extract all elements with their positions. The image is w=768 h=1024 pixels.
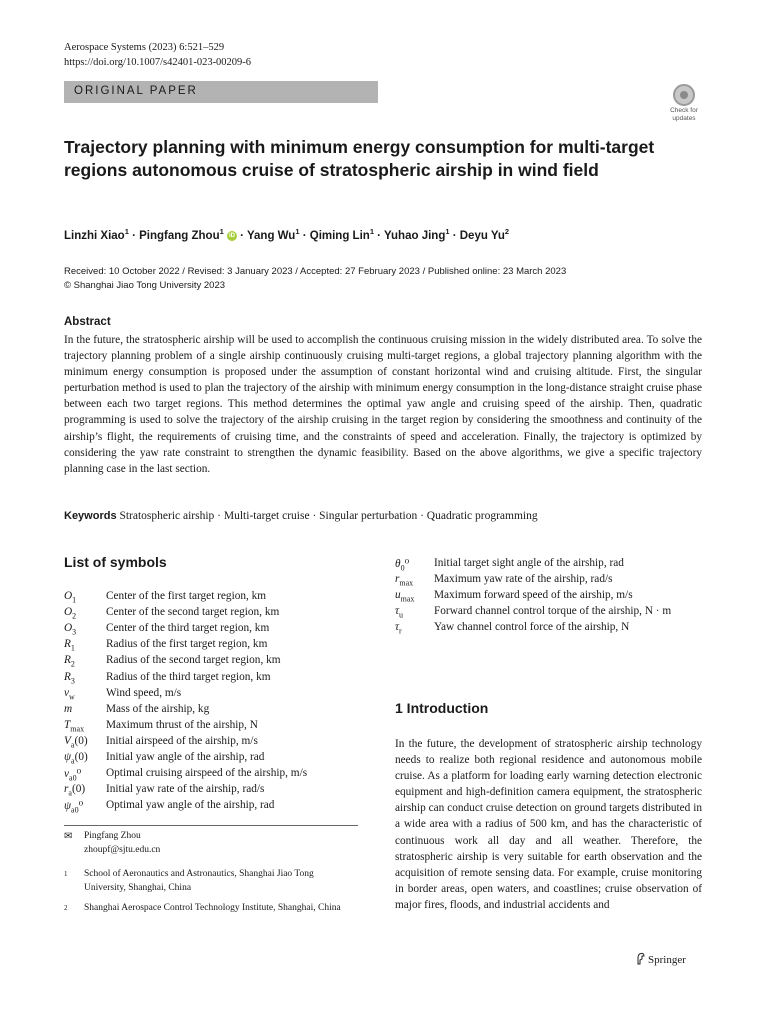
symbol: $O_2$ (64, 606, 77, 621)
author-separator: · (236, 229, 247, 242)
author-name[interactable]: Linzhi Xiao$^1$ (64, 227, 129, 242)
symbol-description: Mass of the airship, kg (106, 702, 210, 715)
check-updates-line1: Check for (670, 107, 698, 114)
author-name[interactable]: Yang Wu$^1$ (246, 227, 300, 242)
author-separator: · (449, 229, 460, 242)
symbol-description: Initial yaw rate of the airship, rad/s (106, 783, 265, 796)
symbol: $\tau_u$ (395, 605, 404, 620)
publisher-name: Springer (648, 954, 686, 966)
doi-link[interactable]: https://doi.org/10.1007/s42401-023-00209-6 (64, 57, 252, 68)
symbol: m (64, 702, 73, 715)
symbol-description: Wind speed, m/s (106, 686, 182, 699)
author-name[interactable]: Pingfang Zhou$^1$ (139, 227, 224, 242)
author-separator: · (128, 229, 140, 242)
symbol-description: Optimal cruising airspeed of the airship, m/s (106, 767, 308, 780)
symbol: $\psi_a(0)$ (64, 751, 88, 766)
orcid-icon[interactable]: iD (228, 232, 235, 239)
symbol-description: Center of the first target region, km (106, 590, 267, 602)
corresponding-email[interactable]: zhoupf@sjtu.edu.cn (84, 844, 161, 855)
author-affiliation: 1 (124, 227, 129, 236)
journal-citation: Aerospace Systems (2023) 6:521–529 (64, 42, 225, 53)
affiliation-text: School of Aeronautics and Astronautics, Shanghai Jiao Tong University, Shanghai, China (84, 869, 314, 893)
symbol: $R_3$ (64, 670, 75, 685)
envelope-icon: ✉ (64, 831, 73, 842)
author-name[interactable]: Deyu Yu$^2$ (459, 227, 510, 242)
author-affiliation: 1 (445, 227, 450, 236)
corresponding-name: Pingfang Zhou (84, 831, 141, 841)
symbol-description: Radius of the second target region, km (106, 654, 281, 667)
symbol: $T_{max}$ (64, 718, 85, 734)
history-dates: Received: 10 October 2022 / Revised: 3 January 2023 / Accepted: 27 February 2023 / Published online: 23 March 2023 (64, 266, 567, 277)
author-separator: · (373, 229, 384, 242)
symbol-description: Maximum forward speed of the airship, m/s (434, 589, 633, 602)
symbol: $R_1$ (64, 638, 75, 653)
symbol-description: Forward channel control torque of the airship, N · m (434, 605, 672, 618)
affiliation-number: 1 (64, 870, 68, 878)
footnote-divider (64, 825, 358, 826)
affiliation-2 (64, 902, 364, 932)
symbol: $V_a(0)$ (64, 734, 88, 750)
check-for-updates-badge[interactable] (664, 84, 704, 124)
author-separator: · (299, 229, 310, 242)
author-name[interactable]: Yuhao Jing$^1$ (384, 227, 450, 242)
symbol: $O_1$ (64, 590, 77, 605)
symbol: $O_3$ (64, 622, 77, 637)
symbol-description: Optimal yaw angle of the airship, rad (106, 799, 275, 812)
symbol-description: Maximum thrust of the airship, N (106, 718, 258, 731)
symbol: $r_a(0)$ (64, 783, 86, 798)
introduction-heading: 1 Introduction (395, 700, 489, 716)
keywords (64, 510, 704, 522)
publisher-logo (636, 952, 686, 966)
check-updates-icon (673, 84, 695, 106)
author-affiliation: 1 (369, 227, 374, 236)
symbol-description: Center of the third target region, km (106, 622, 270, 635)
springer-horse-icon (636, 952, 645, 965)
symbols-heading: List of symbols (64, 554, 167, 570)
author-affiliation: 2 (504, 227, 510, 236)
introduction-text: In the future, the development of stratospheric airship technology needs to realize both regional residence and autonomous mobile cruise. As a platform for loading early warning detection electronic equipment and high-definition camera equipment, the stratospheric airship can conduct cruise detection on ground targets distributed in a wide area with a radius of 500 km, and has the characteristic of continuous work all day and all weather. Therefore, the stratospheric airship is very suitable for earth observation and the acquisition of remote sensing data. For example, cruise monitoring in border areas, open waters, and coastlines; cruise observation of major fires, floods, and industrial accidents and (395, 738, 702, 911)
affiliation-text: Shanghai Aerospace Control Technology Institute, Shanghai, China (84, 903, 341, 913)
symbol: $v_{a0}^0$ (64, 768, 82, 783)
abstract-text: In the future, the stratospheric airship will be used to accomplish the continuous cruising mission in the widely distributed area. To solve the trajectory planning problem of a single airship continuously cruising multi-target regions, a global trajectory planning algorithm with the minimum energy consumption is proposed under the assumption of constant horizontal wind and cruising altitude. First, the singular perturbation method is used to plan the trajectory of the airship with minimum energy consumption in the long-distance straight cruise phase between each two target regions. This method determines the optimal yaw angle and cruising speed of the airship. Then, quadratic programming is used to solve the trajectory of the airship cruising in the target region by considering the smoothness and continuity of the airship’s flight, the requirements of cruising time, and the constraints of speed and acceleration. Finally, the trajectory is optimized by considering the yaw rate constraint to strengthen the dynamic feasibility. Based on the above algorithms, we give a specific trajectory planning case in the last section. (64, 334, 702, 475)
check-updates-line2: updates (672, 115, 696, 122)
corresponding-author (64, 830, 364, 860)
keywords-label: Keywords (64, 510, 117, 522)
symbol: $v_w$ (64, 686, 75, 701)
symbol: $\tau_r$ (395, 621, 402, 636)
symbol-description: Maximum yaw rate of the airship, rad/s (434, 573, 613, 586)
author-name[interactable]: Qiming Lin$^1$ (309, 227, 374, 242)
symbol-description: Initial target sight angle of the airship, rad (434, 557, 624, 569)
symbol-description: Radius of the first target region, km (106, 638, 268, 651)
affiliation-number: 2 (64, 904, 68, 912)
journal-header (64, 40, 251, 70)
symbol-description: Radius of the third target region, km (106, 670, 271, 683)
symbol: $r_{max}$ (395, 573, 414, 588)
article-type-label: ORIGINAL PAPER (74, 85, 198, 97)
symbol-description: Center of the second target region, km (106, 606, 280, 619)
copyright: © Shanghai Jiao Tong University 2023 (64, 280, 226, 291)
abstract-heading: Abstract (64, 316, 111, 328)
article-type-banner (64, 81, 378, 103)
symbol: $u_{max}$ (395, 589, 415, 604)
keywords-text: Stratospheric airship · Multi-target cruise · Singular perturbation · Quadratic programming (119, 510, 538, 522)
symbol: $R_2$ (64, 654, 75, 669)
author-list (64, 227, 509, 242)
publication-dates (64, 265, 566, 293)
affiliation-1 (64, 868, 364, 898)
symbol-description: Initial airspeed of the airship, m/s (106, 734, 258, 747)
symbol-description: Initial yaw angle of the airship, rad (106, 751, 265, 763)
paper-title: Trajectory planning with minimum energy consumption for multi-target regions autonomous cruise of stratospheric airship in wind field (64, 137, 655, 180)
author-affiliation: 1 (295, 227, 300, 236)
symbol: $\theta_0^0$ (395, 558, 410, 573)
symbol: $\psi_{a0}^0$ (64, 800, 84, 815)
author-affiliation: 1 (219, 227, 224, 236)
symbol-description: Yaw channel control force of the airship, N (434, 621, 630, 634)
